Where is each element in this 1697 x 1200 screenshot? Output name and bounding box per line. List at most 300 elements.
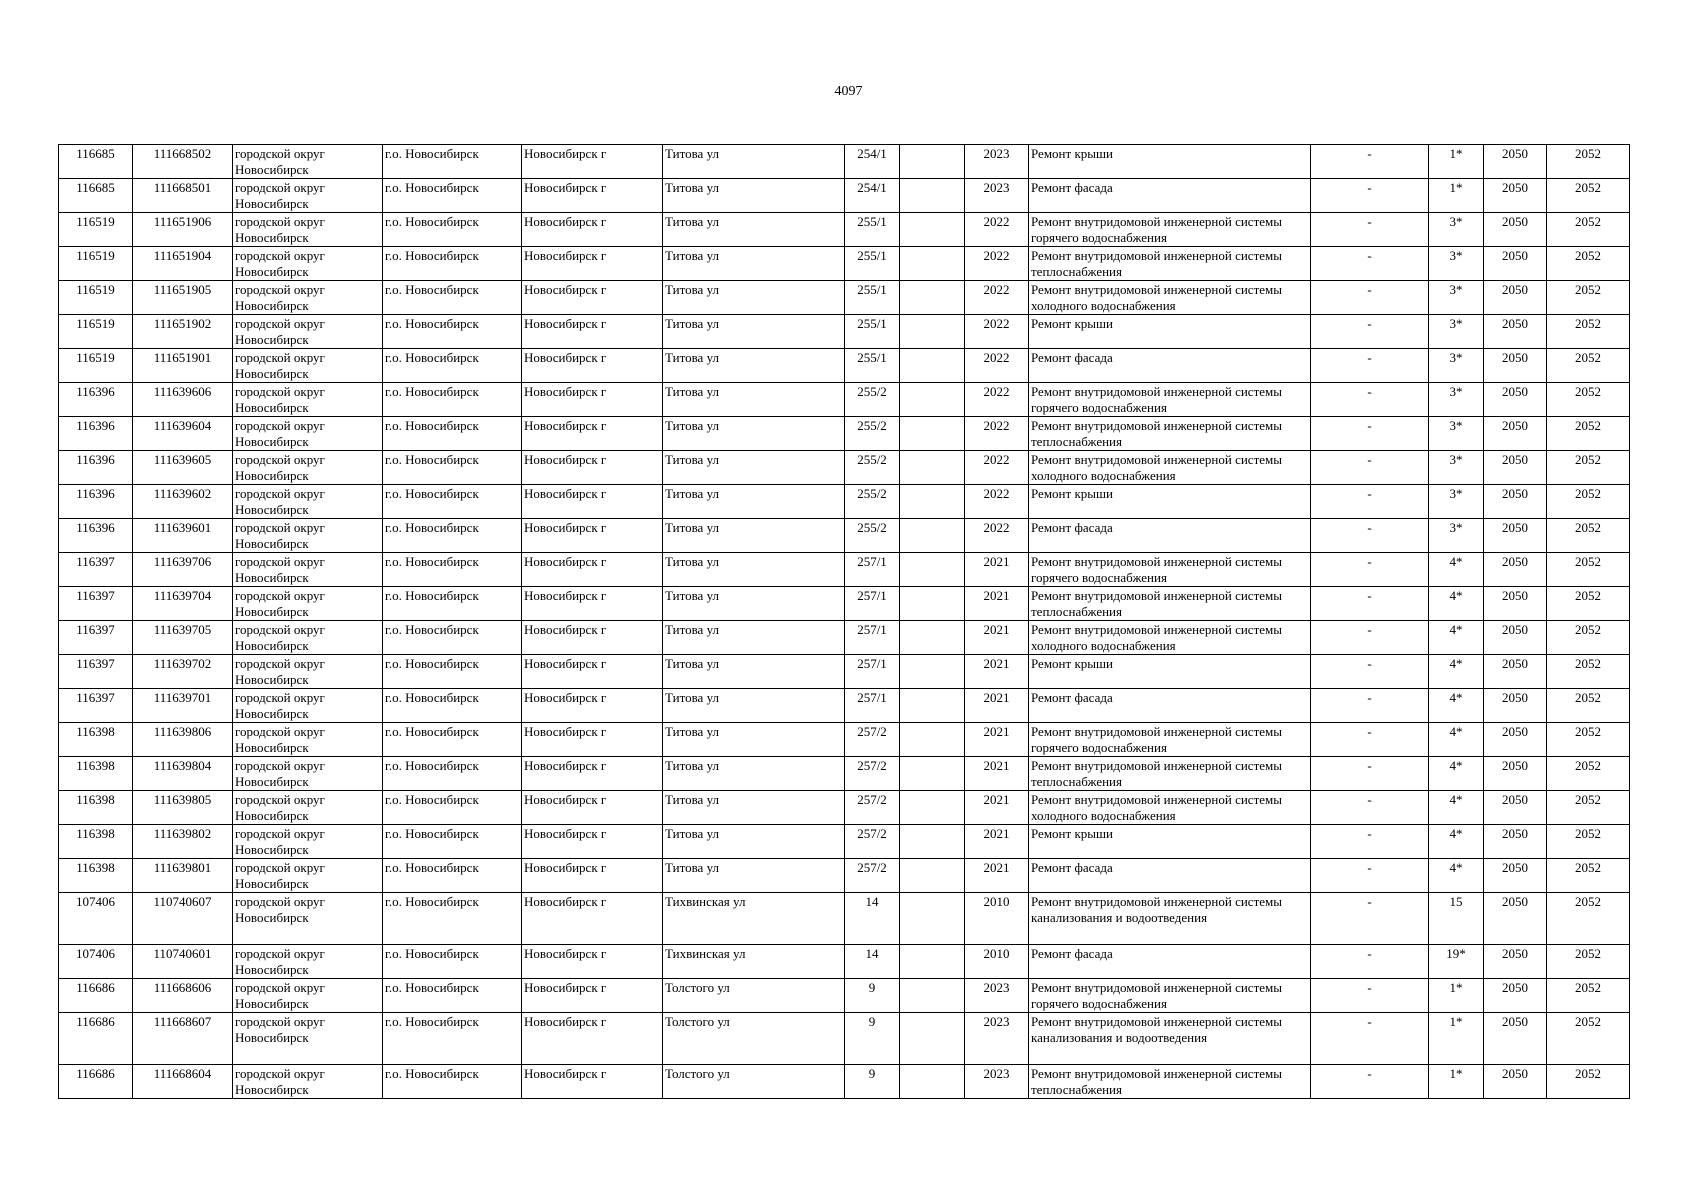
cell-work-type: Ремонт крыши	[1029, 315, 1311, 349]
cell-start-year: 2050	[1484, 893, 1547, 945]
cell-dash-col: -	[1311, 145, 1429, 179]
cell-house-id: 116398	[59, 825, 133, 859]
cell-street: Титова ул	[663, 315, 845, 349]
table-row	[59, 655, 1630, 689]
cell-dash-col: -	[1311, 519, 1429, 553]
cell-street: Титова ул	[663, 179, 845, 213]
cell-end-year: 2052	[1547, 587, 1630, 621]
cell-building	[900, 485, 965, 519]
cell-dash-col: -	[1311, 417, 1429, 451]
cell-work-type: Ремонт внутридомовой инженерной системы холодного водоснабжения	[1029, 621, 1311, 655]
cell-house-id: 116396	[59, 451, 133, 485]
cell-locality: Новосибирск г	[522, 485, 663, 519]
cell-building	[900, 417, 965, 451]
cell-work-id: 111639804	[133, 757, 233, 791]
cell-work-id: 111668501	[133, 179, 233, 213]
cell-municipal-district: г.о. Новосибирск	[383, 213, 522, 247]
cell-building	[900, 757, 965, 791]
cell-house-number: 255/1	[845, 349, 900, 383]
page-number: 4097	[834, 84, 863, 99]
cell-year: 2023	[965, 1013, 1029, 1065]
cell-period: 15	[1429, 893, 1484, 945]
cell-end-year: 2052	[1547, 621, 1630, 655]
cell-work-id: 111639802	[133, 825, 233, 859]
cell-house-id: 116396	[59, 417, 133, 451]
cell-year: 2021	[965, 825, 1029, 859]
cell-house-id: 116519	[59, 247, 133, 281]
cell-street: Титова ул	[663, 451, 845, 485]
cell-work-id: 111651904	[133, 247, 233, 281]
cell-locality: Новосибирск г	[522, 281, 663, 315]
cell-year: 2022	[965, 485, 1029, 519]
cell-work-type: Ремонт фасада	[1029, 689, 1311, 723]
cell-period: 3*	[1429, 417, 1484, 451]
cell-work-type: Ремонт внутридомовой инженерной системы теплоснабжения	[1029, 247, 1311, 281]
cell-house-id: 116396	[59, 383, 133, 417]
table-row	[59, 349, 1630, 383]
cell-house-number: 254/1	[845, 179, 900, 213]
cell-locality: Новосибирск г	[522, 315, 663, 349]
cell-municipality: городской округ Новосибирск	[233, 757, 383, 791]
cell-work-type: Ремонт крыши	[1029, 485, 1311, 519]
cell-street: Титова ул	[663, 791, 845, 825]
cell-house-id: 116397	[59, 689, 133, 723]
cell-period: 1*	[1429, 179, 1484, 213]
cell-end-year: 2052	[1547, 655, 1630, 689]
cell-municipality: городской округ Новосибирск	[233, 655, 383, 689]
cell-work-id: 111651902	[133, 315, 233, 349]
cell-start-year: 2050	[1484, 979, 1547, 1013]
cell-house-id: 116397	[59, 621, 133, 655]
cell-work-id: 110740607	[133, 893, 233, 945]
cell-start-year: 2050	[1484, 587, 1547, 621]
cell-dash-col: -	[1311, 1013, 1429, 1065]
cell-end-year: 2052	[1547, 485, 1630, 519]
cell-work-type: Ремонт внутридомовой инженерной системы холодного водоснабжения	[1029, 791, 1311, 825]
cell-work-type: Ремонт фасада	[1029, 179, 1311, 213]
cell-municipality: городской округ Новосибирск	[233, 825, 383, 859]
cell-municipality: городской округ Новосибирск	[233, 587, 383, 621]
cell-work-type: Ремонт фасада	[1029, 349, 1311, 383]
cell-work-id: 111639806	[133, 723, 233, 757]
cell-work-id: 111651906	[133, 213, 233, 247]
cell-year: 2021	[965, 621, 1029, 655]
cell-municipality: городской округ Новосибирск	[233, 1013, 383, 1065]
cell-street: Титова ул	[663, 825, 845, 859]
table-row	[59, 757, 1630, 791]
cell-building	[900, 945, 965, 979]
cell-locality: Новосибирск г	[522, 349, 663, 383]
cell-end-year: 2052	[1547, 723, 1630, 757]
cell-locality: Новосибирск г	[522, 587, 663, 621]
cell-municipal-district: г.о. Новосибирск	[383, 247, 522, 281]
cell-house-number: 257/1	[845, 621, 900, 655]
capital-repair-table	[58, 144, 1630, 1099]
cell-period: 1*	[1429, 145, 1484, 179]
cell-period: 3*	[1429, 281, 1484, 315]
cell-year: 2022	[965, 247, 1029, 281]
cell-locality: Новосибирск г	[522, 689, 663, 723]
cell-street: Титова ул	[663, 621, 845, 655]
cell-period: 4*	[1429, 723, 1484, 757]
cell-house-number: 257/2	[845, 791, 900, 825]
cell-end-year: 2052	[1547, 689, 1630, 723]
cell-municipal-district: г.о. Новосибирск	[383, 587, 522, 621]
cell-work-id: 111651905	[133, 281, 233, 315]
cell-locality: Новосибирск г	[522, 825, 663, 859]
cell-start-year: 2050	[1484, 621, 1547, 655]
table-row	[59, 213, 1630, 247]
cell-year: 2021	[965, 587, 1029, 621]
cell-dash-col: -	[1311, 859, 1429, 893]
cell-work-id: 111668607	[133, 1013, 233, 1065]
cell-work-id: 111668604	[133, 1065, 233, 1099]
cell-year: 2022	[965, 519, 1029, 553]
cell-municipal-district: г.о. Новосибирск	[383, 621, 522, 655]
cell-dash-col: -	[1311, 723, 1429, 757]
cell-locality: Новосибирск г	[522, 145, 663, 179]
cell-locality: Новосибирск г	[522, 859, 663, 893]
table-row	[59, 383, 1630, 417]
cell-building	[900, 621, 965, 655]
cell-work-id: 111639801	[133, 859, 233, 893]
cell-work-type: Ремонт фасада	[1029, 859, 1311, 893]
cell-building	[900, 655, 965, 689]
cell-building	[900, 247, 965, 281]
cell-locality: Новосибирск г	[522, 417, 663, 451]
cell-house-id: 116686	[59, 1013, 133, 1065]
cell-house-number: 257/2	[845, 723, 900, 757]
cell-dash-col: -	[1311, 757, 1429, 791]
table-row	[59, 587, 1630, 621]
cell-house-number: 257/1	[845, 689, 900, 723]
cell-street: Титова ул	[663, 213, 845, 247]
cell-end-year: 2052	[1547, 553, 1630, 587]
cell-period: 4*	[1429, 587, 1484, 621]
cell-municipality: городской округ Новосибирск	[233, 179, 383, 213]
table-row	[59, 825, 1630, 859]
cell-end-year: 2052	[1547, 1013, 1630, 1065]
cell-year: 2023	[965, 1065, 1029, 1099]
cell-house-number: 257/2	[845, 859, 900, 893]
cell-street: Толстого ул	[663, 1013, 845, 1065]
cell-dash-col: -	[1311, 825, 1429, 859]
cell-dash-col: -	[1311, 893, 1429, 945]
cell-work-id: 111639606	[133, 383, 233, 417]
table-row	[59, 621, 1630, 655]
cell-house-number: 255/2	[845, 519, 900, 553]
cell-municipal-district: г.о. Новосибирск	[383, 1013, 522, 1065]
table-row	[59, 451, 1630, 485]
cell-building	[900, 213, 965, 247]
table-row	[59, 723, 1630, 757]
cell-period: 1*	[1429, 1013, 1484, 1065]
cell-work-type: Ремонт внутридомовой инженерной системы теплоснабжения	[1029, 417, 1311, 451]
cell-municipality: городской округ Новосибирск	[233, 553, 383, 587]
cell-end-year: 2052	[1547, 213, 1630, 247]
cell-period: 4*	[1429, 791, 1484, 825]
cell-dash-col: -	[1311, 281, 1429, 315]
cell-start-year: 2050	[1484, 349, 1547, 383]
cell-building	[900, 689, 965, 723]
table-row	[59, 485, 1630, 519]
cell-work-id: 111639706	[133, 553, 233, 587]
cell-house-number: 9	[845, 1013, 900, 1065]
cell-house-id: 116396	[59, 519, 133, 553]
cell-locality: Новосибирск г	[522, 655, 663, 689]
cell-end-year: 2052	[1547, 451, 1630, 485]
cell-period: 3*	[1429, 485, 1484, 519]
cell-work-id: 111668606	[133, 979, 233, 1013]
cell-municipal-district: г.о. Новосибирск	[383, 825, 522, 859]
cell-year: 2023	[965, 179, 1029, 213]
cell-dash-col: -	[1311, 247, 1429, 281]
cell-municipality: городской округ Новосибирск	[233, 893, 383, 945]
cell-locality: Новосибирск г	[522, 213, 663, 247]
cell-locality: Новосибирск г	[522, 1065, 663, 1099]
cell-municipal-district: г.о. Новосибирск	[383, 315, 522, 349]
cell-start-year: 2050	[1484, 723, 1547, 757]
cell-municipality: городской округ Новосибирск	[233, 519, 383, 553]
cell-municipal-district: г.о. Новосибирск	[383, 145, 522, 179]
cell-street: Титова ул	[663, 553, 845, 587]
cell-period: 4*	[1429, 621, 1484, 655]
cell-municipal-district: г.о. Новосибирск	[383, 757, 522, 791]
cell-house-number: 255/2	[845, 383, 900, 417]
cell-municipal-district: г.о. Новосибирск	[383, 979, 522, 1013]
cell-building	[900, 1013, 965, 1065]
cell-house-number: 255/2	[845, 451, 900, 485]
cell-period: 1*	[1429, 1065, 1484, 1099]
cell-period: 3*	[1429, 213, 1484, 247]
cell-municipality: городской округ Новосибирск	[233, 945, 383, 979]
cell-period: 3*	[1429, 315, 1484, 349]
cell-work-type: Ремонт фасада	[1029, 519, 1311, 553]
cell-locality: Новосибирск г	[522, 723, 663, 757]
cell-municipal-district: г.о. Новосибирск	[383, 945, 522, 979]
cell-municipality: городской округ Новосибирск	[233, 451, 383, 485]
cell-building	[900, 145, 965, 179]
cell-work-type: Ремонт внутридомовой инженерной системы горячего водоснабжения	[1029, 383, 1311, 417]
cell-dash-col: -	[1311, 945, 1429, 979]
cell-start-year: 2050	[1484, 825, 1547, 859]
table-row	[59, 1013, 1630, 1065]
cell-street: Титова ул	[663, 689, 845, 723]
cell-period: 3*	[1429, 383, 1484, 417]
cell-start-year: 2050	[1484, 757, 1547, 791]
cell-street: Толстого ул	[663, 979, 845, 1013]
table-row	[59, 315, 1630, 349]
table-body	[59, 145, 1630, 1099]
cell-building	[900, 179, 965, 213]
cell-period: 19*	[1429, 945, 1484, 979]
cell-period: 3*	[1429, 519, 1484, 553]
cell-municipality: городской округ Новосибирск	[233, 979, 383, 1013]
table-row	[59, 791, 1630, 825]
cell-house-id: 116396	[59, 485, 133, 519]
cell-start-year: 2050	[1484, 1013, 1547, 1065]
cell-dash-col: -	[1311, 655, 1429, 689]
cell-work-type: Ремонт внутридомовой инженерной системы холодного водоснабжения	[1029, 281, 1311, 315]
cell-work-type: Ремонт внутридомовой инженерной системы горячего водоснабжения	[1029, 979, 1311, 1013]
table-row	[59, 519, 1630, 553]
cell-house-number: 254/1	[845, 145, 900, 179]
cell-house-id: 116398	[59, 791, 133, 825]
cell-locality: Новосибирск г	[522, 893, 663, 945]
cell-building	[900, 281, 965, 315]
table-row	[59, 1065, 1630, 1099]
cell-municipality: городской округ Новосибирск	[233, 281, 383, 315]
cell-period: 4*	[1429, 553, 1484, 587]
cell-end-year: 2052	[1547, 417, 1630, 451]
cell-street: Тихвинская ул	[663, 945, 845, 979]
cell-municipal-district: г.о. Новосибирск	[383, 655, 522, 689]
cell-period: 3*	[1429, 451, 1484, 485]
table-row	[59, 247, 1630, 281]
cell-period: 4*	[1429, 655, 1484, 689]
table-row	[59, 945, 1630, 979]
cell-locality: Новосибирск г	[522, 553, 663, 587]
cell-municipality: городской округ Новосибирск	[233, 1065, 383, 1099]
cell-work-id: 111639702	[133, 655, 233, 689]
cell-end-year: 2052	[1547, 893, 1630, 945]
cell-work-id: 111651901	[133, 349, 233, 383]
cell-building	[900, 723, 965, 757]
cell-end-year: 2052	[1547, 757, 1630, 791]
cell-dash-col: -	[1311, 791, 1429, 825]
cell-street: Титова ул	[663, 655, 845, 689]
cell-house-id: 116685	[59, 145, 133, 179]
cell-end-year: 2052	[1547, 979, 1630, 1013]
cell-house-number: 257/2	[845, 757, 900, 791]
cell-start-year: 2050	[1484, 945, 1547, 979]
cell-municipal-district: г.о. Новосибирск	[383, 519, 522, 553]
cell-house-id: 116519	[59, 315, 133, 349]
cell-municipality: городской округ Новосибирск	[233, 723, 383, 757]
cell-municipal-district: г.о. Новосибирск	[383, 179, 522, 213]
cell-house-number: 257/2	[845, 825, 900, 859]
cell-house-number: 14	[845, 945, 900, 979]
cell-locality: Новосибирск г	[522, 979, 663, 1013]
cell-end-year: 2052	[1547, 1065, 1630, 1099]
cell-building	[900, 825, 965, 859]
cell-start-year: 2050	[1484, 179, 1547, 213]
cell-work-id: 111639705	[133, 621, 233, 655]
cell-work-id: 111639805	[133, 791, 233, 825]
cell-building	[900, 383, 965, 417]
cell-start-year: 2050	[1484, 519, 1547, 553]
cell-work-type: Ремонт внутридомовой инженерной системы канализования и водоотведения	[1029, 893, 1311, 945]
cell-period: 4*	[1429, 825, 1484, 859]
cell-building	[900, 349, 965, 383]
cell-municipal-district: г.о. Новосибирск	[383, 383, 522, 417]
cell-work-id: 111639701	[133, 689, 233, 723]
cell-work-type: Ремонт внутридомовой инженерной системы теплоснабжения	[1029, 757, 1311, 791]
cell-start-year: 2050	[1484, 553, 1547, 587]
cell-locality: Новосибирск г	[522, 383, 663, 417]
cell-house-id: 116397	[59, 553, 133, 587]
cell-municipality: городской округ Новосибирск	[233, 791, 383, 825]
cell-municipality: городской округ Новосибирск	[233, 145, 383, 179]
cell-end-year: 2052	[1547, 145, 1630, 179]
cell-work-id: 111639604	[133, 417, 233, 451]
cell-house-id: 116397	[59, 655, 133, 689]
cell-municipality: городской округ Новосибирск	[233, 621, 383, 655]
cell-street: Титова ул	[663, 417, 845, 451]
cell-year: 2023	[965, 145, 1029, 179]
cell-year: 2022	[965, 451, 1029, 485]
cell-work-type: Ремонт крыши	[1029, 825, 1311, 859]
cell-municipality: городской округ Новосибирск	[233, 417, 383, 451]
cell-street: Толстого ул	[663, 1065, 845, 1099]
cell-year: 2021	[965, 859, 1029, 893]
cell-start-year: 2050	[1484, 451, 1547, 485]
cell-house-number: 14	[845, 893, 900, 945]
cell-dash-col: -	[1311, 179, 1429, 213]
cell-start-year: 2050	[1484, 791, 1547, 825]
cell-start-year: 2050	[1484, 281, 1547, 315]
cell-municipal-district: г.о. Новосибирск	[383, 689, 522, 723]
cell-building	[900, 893, 965, 945]
cell-dash-col: -	[1311, 349, 1429, 383]
cell-end-year: 2052	[1547, 519, 1630, 553]
cell-work-id: 111639601	[133, 519, 233, 553]
cell-locality: Новосибирск г	[522, 791, 663, 825]
cell-street: Титова ул	[663, 145, 845, 179]
cell-work-type: Ремонт внутридомовой инженерной системы теплоснабжения	[1029, 587, 1311, 621]
cell-start-year: 2050	[1484, 383, 1547, 417]
cell-municipal-district: г.о. Новосибирск	[383, 723, 522, 757]
table-row	[59, 417, 1630, 451]
cell-municipality: городской округ Новосибирск	[233, 213, 383, 247]
cell-house-id: 116398	[59, 757, 133, 791]
cell-locality: Новосибирск г	[522, 179, 663, 213]
table-row	[59, 859, 1630, 893]
cell-start-year: 2050	[1484, 859, 1547, 893]
cell-start-year: 2050	[1484, 315, 1547, 349]
cell-house-number: 257/1	[845, 655, 900, 689]
cell-year: 2021	[965, 723, 1029, 757]
cell-period: 4*	[1429, 757, 1484, 791]
table-row	[59, 145, 1630, 179]
cell-year: 2021	[965, 689, 1029, 723]
cell-period: 4*	[1429, 689, 1484, 723]
cell-street: Титова ул	[663, 519, 845, 553]
cell-municipality: городской округ Новосибирск	[233, 485, 383, 519]
cell-locality: Новосибирск г	[522, 621, 663, 655]
cell-house-id: 107406	[59, 945, 133, 979]
cell-year: 2021	[965, 757, 1029, 791]
cell-municipality: городской округ Новосибирск	[233, 383, 383, 417]
cell-house-number: 255/1	[845, 247, 900, 281]
cell-year: 2010	[965, 945, 1029, 979]
cell-dash-col: -	[1311, 621, 1429, 655]
cell-building	[900, 315, 965, 349]
cell-house-id: 116685	[59, 179, 133, 213]
cell-end-year: 2052	[1547, 315, 1630, 349]
cell-work-type: Ремонт внутридомовой инженерной системы теплоснабжения	[1029, 1065, 1311, 1099]
cell-municipal-district: г.о. Новосибирск	[383, 553, 522, 587]
cell-dash-col: -	[1311, 213, 1429, 247]
cell-street: Титова ул	[663, 281, 845, 315]
cell-year: 2023	[965, 979, 1029, 1013]
cell-end-year: 2052	[1547, 945, 1630, 979]
cell-dash-col: -	[1311, 383, 1429, 417]
cell-municipal-district: г.о. Новосибирск	[383, 451, 522, 485]
cell-year: 2022	[965, 383, 1029, 417]
cell-work-type: Ремонт внутридомовой инженерной системы горячего водоснабжения	[1029, 723, 1311, 757]
cell-house-id: 116519	[59, 213, 133, 247]
